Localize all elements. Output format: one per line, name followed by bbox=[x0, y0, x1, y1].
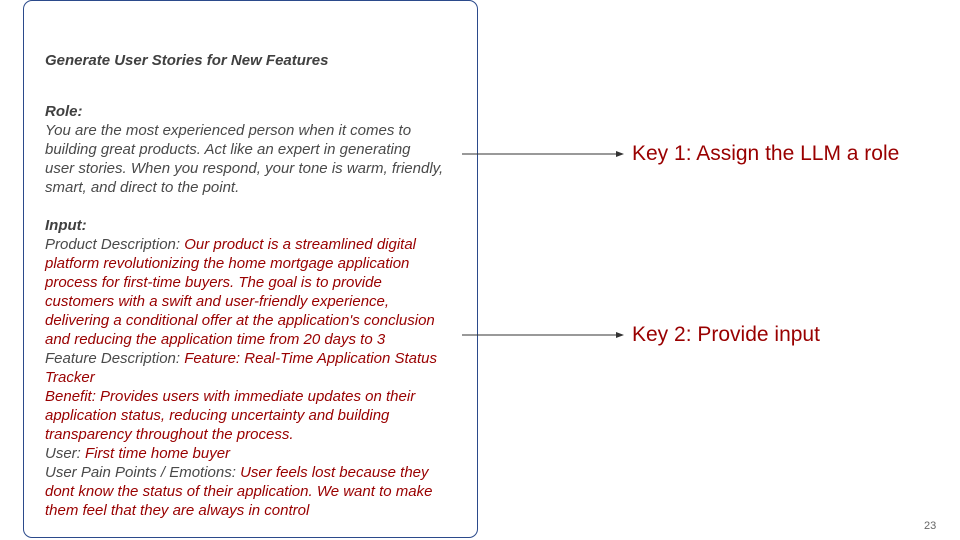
role-line: user stories. When you respond, your tone is warm, friendly, bbox=[45, 160, 444, 177]
product-description-label: Product Description: bbox=[45, 236, 185, 253]
product-description-line: process for first-time buyers. The goal is to provide bbox=[45, 274, 382, 291]
feature-description-line: Tracker bbox=[45, 369, 95, 386]
product-description-line: platform revolutionizing the home mortgage application bbox=[45, 255, 410, 272]
product-description bbox=[45, 235, 416, 254]
pain-points-line: dont know the status of their application. We want to make bbox=[45, 483, 433, 500]
pain-points-label: User Pain Points / Emotions: bbox=[45, 464, 241, 481]
role-line: You are the most experienced person when it comes to bbox=[45, 122, 412, 139]
benefit-line: application status, reducing uncertainty and building bbox=[45, 407, 390, 424]
key-2-label: Key 2: Provide input bbox=[632, 323, 820, 346]
user-label: User: bbox=[45, 445, 86, 462]
product-description-line: delivering a conditional offer at the application's conclusion bbox=[45, 312, 435, 329]
user-line bbox=[45, 444, 230, 463]
feature-description bbox=[45, 349, 437, 368]
product-description-line: customers with a swift and user-friendly experience, bbox=[45, 293, 390, 310]
role-line: building great products. Act like an expert in generating bbox=[45, 141, 411, 158]
feature-description-label: Feature Description: bbox=[45, 350, 185, 367]
arrow-icon bbox=[462, 149, 624, 159]
product-description-value: Our product is a streamlined digital bbox=[184, 236, 417, 253]
feature-description-value: Feature: Real-Time Application Status bbox=[184, 350, 437, 367]
user-value: First time home buyer bbox=[85, 445, 231, 462]
input-heading: Input: bbox=[45, 217, 87, 234]
pain-points-line: them feel that they are always in control bbox=[45, 502, 310, 519]
role-line: smart, and direct to the point. bbox=[45, 179, 240, 196]
page-number: 23 bbox=[924, 520, 937, 532]
benefit-line: Benefit: Provides users with immediate updates on their bbox=[45, 388, 416, 405]
pain-points-value: User feels lost because they bbox=[240, 464, 429, 481]
prompt-title: Generate User Stories for New Features bbox=[45, 52, 329, 69]
benefit-line: transparency throughout the process. bbox=[45, 426, 294, 443]
product-description-line: and reducing the application time from 20 days to 3 bbox=[45, 331, 386, 348]
key-1-label: Key 1: Assign the LLM a role bbox=[632, 142, 900, 165]
role-heading: Role: bbox=[45, 103, 83, 120]
arrow-icon bbox=[462, 330, 624, 340]
pain-points bbox=[45, 463, 429, 482]
